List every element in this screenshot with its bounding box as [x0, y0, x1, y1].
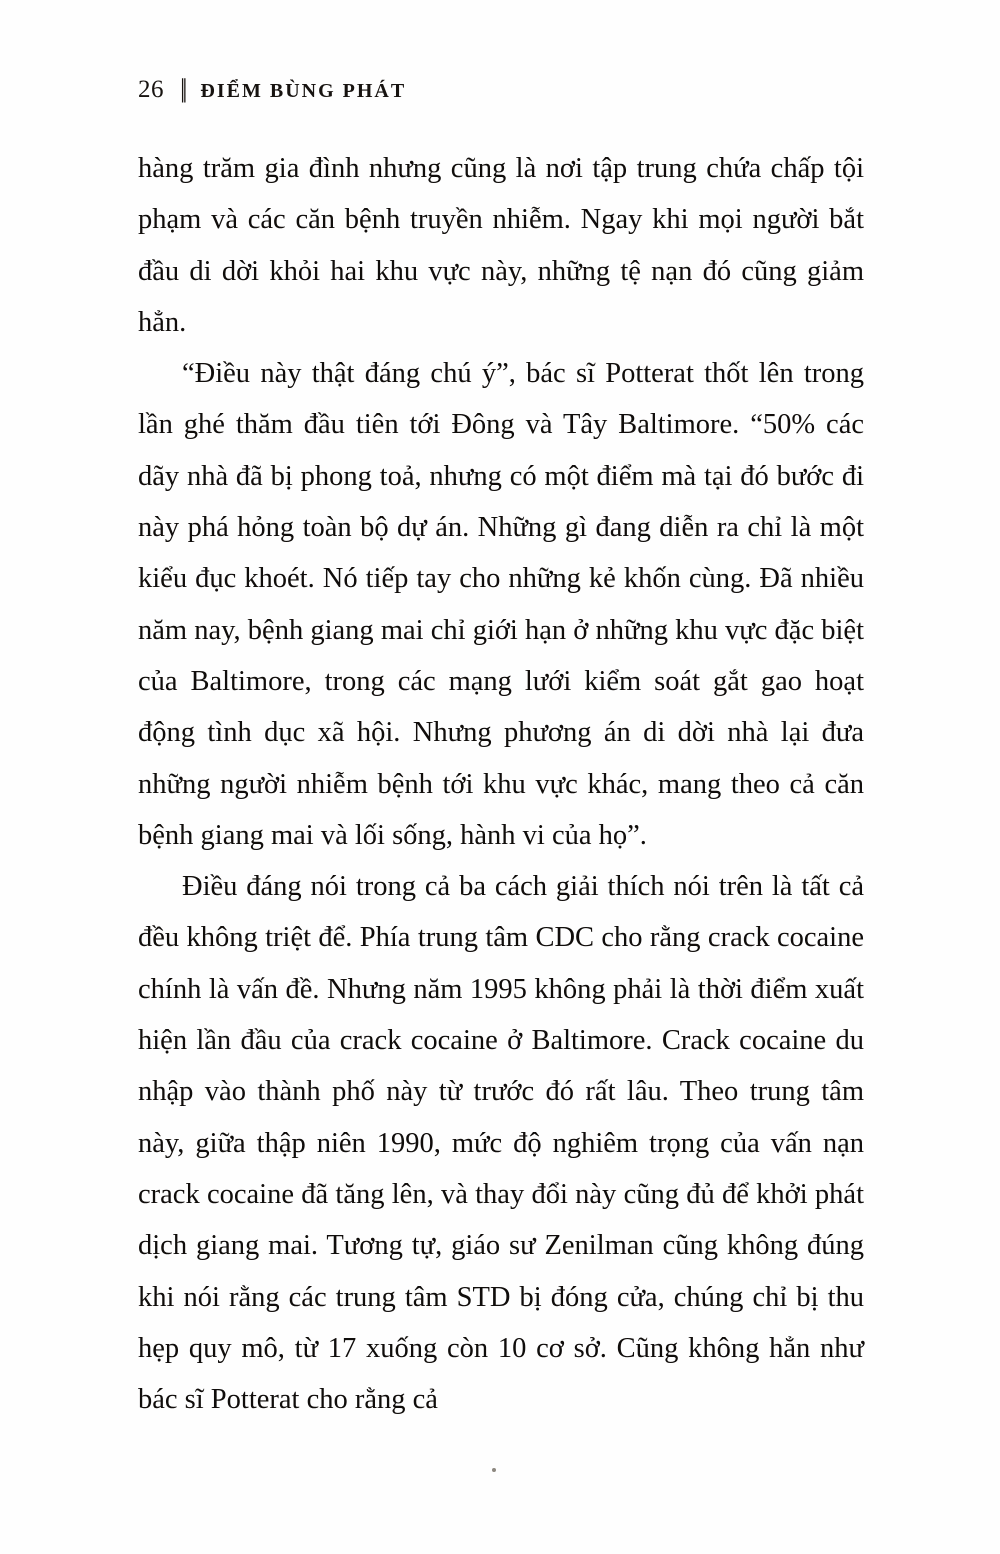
paragraph: hàng trăm gia đình nhưng cũng là nơi tập trung chứa chấp tội phạm và các căn bệnh truyền nhiễm. Ngay khi mọi người bắt đầu di dời khỏi hai khu vực này, những tệ nạn đó cũng giảm hẳn.: [138, 153, 864, 338]
folio-separator-icon: ||: [180, 74, 185, 103]
book-title: ĐIỂM BÙNG PHÁT: [200, 80, 407, 102]
body-text-column: [138, 143, 864, 1425]
page-dot-marker: [492, 1468, 496, 1472]
paragraph: Điều đáng nói trong cả ba cách giải thích nói trên là tất cả đều không triệt để. Phía trung tâm CDC cho rằng crack cocaine chính là vấn đề. Nhưng năm 1995 không phải là thời điểm xuất hiện lần đầu của crack cocaine ở Baltimore. Crack cocaine du nhập vào thành phố này từ trước đó rất lâu. Theo trung tâm này, giữa thập niên 1990, mức độ nghiêm trọng của vấn nạn crack cocaine đã tăng lên, và thay đổi này cũng đủ để khởi phát dịch giang mai. Tương tự, giáo sư Zenilman cũng không đúng khi nói rằng các trung tâm STD bị đóng cửa, chúng chỉ bị thu hẹp quy mô, từ 17 xuống còn 10 cơ sở. Cũng không hẳn như bác sĩ Potterat cho rằng cả: [138, 871, 864, 1416]
paragraph: “Điều này thật đáng chú ý”, bác sĩ Potterat thốt lên trong lần ghé thăm đầu tiên tới Đông và Tây Baltimore. “50% các dãy nhà đã bị phong toả, nhưng có một điểm mà tại đó bước đi này phá hỏng toàn bộ dự án. Những gì đang diễn ra chỉ là một kiểu đục khoét. Nó tiếp tay cho những kẻ khốn cùng. Đã nhiều năm nay, bệnh giang mai chỉ giới hạn ở những khu vực đặc biệt của Baltimore, trong các mạng lưới kiểm soát gắt gao hoạt động tình dục xã hội. Nhưng phương án di dời nhà lại đưa những người nhiễm bệnh tới khu vực khác, mang theo cả căn bệnh giang mai và lối sống, hành vi của họ”.: [138, 358, 864, 851]
running-head: [138, 74, 406, 104]
page-number: 26: [138, 76, 164, 103]
